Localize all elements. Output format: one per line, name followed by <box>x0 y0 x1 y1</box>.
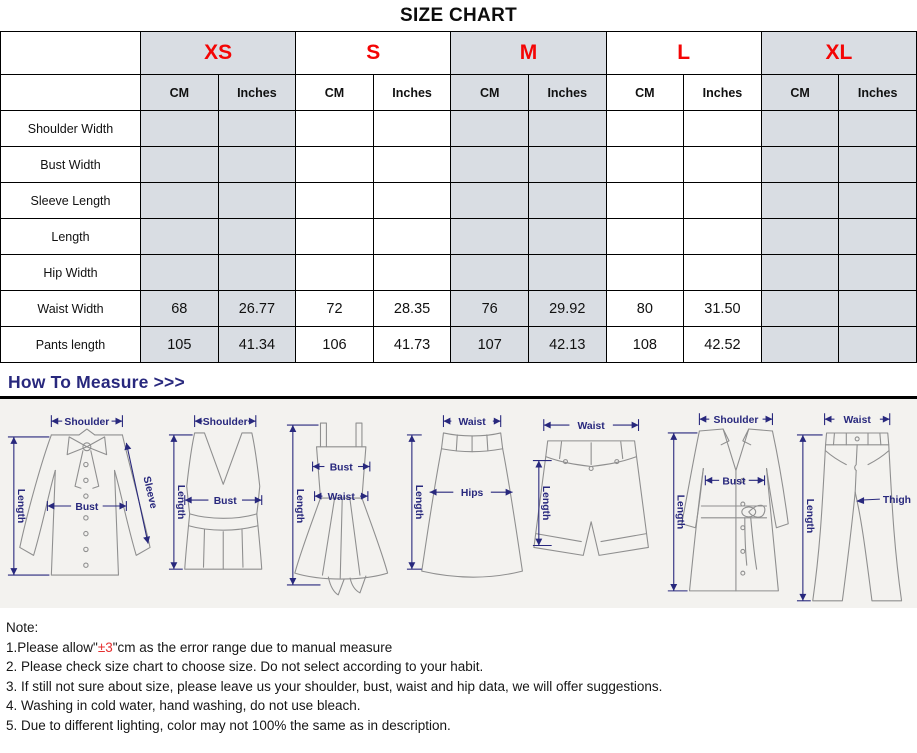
size-value-cell <box>141 183 219 219</box>
note-line-5: 5. Due to different lighting, color may not 100% the same as in description. <box>6 717 451 733</box>
page-title: SIZE CHART <box>400 5 517 26</box>
table-row <box>1 291 917 327</box>
unit-header-inches: Inches <box>528 75 606 111</box>
skirt-waist-measure <box>443 415 500 428</box>
size-value-cell <box>451 147 529 183</box>
size-value-cell: 29.92 <box>528 291 606 327</box>
length-label: Length <box>412 484 424 520</box>
size-value-cell <box>141 255 219 291</box>
size-value-cell: 28.35 <box>373 291 451 327</box>
dress-drawing <box>295 423 388 595</box>
table-row <box>1 327 917 363</box>
table-row <box>1 255 917 291</box>
size-value-cell <box>373 219 451 255</box>
size-value-cell <box>761 219 839 255</box>
size-value-cell <box>761 183 839 219</box>
hips-label: Hips <box>460 488 484 500</box>
length-label: Length <box>14 488 26 524</box>
bust-label: Bust <box>213 496 237 508</box>
waist-label: Waist <box>843 415 871 427</box>
shoulder-label: Shoulder <box>713 415 759 427</box>
size-value-cell <box>761 111 839 147</box>
unit-header-cm: CM <box>606 75 684 111</box>
note-line-4: 4. Washing in cold water, hand washing, do not use bleach. <box>6 698 361 713</box>
skirt-length-measure <box>407 435 424 569</box>
size-value-cell: 72 <box>296 291 374 327</box>
row-label: Shoulder Width <box>1 111 141 147</box>
size-value-cell: 105 <box>141 327 219 363</box>
size-header-xs: XS <box>141 32 296 75</box>
size-value-cell <box>218 111 296 147</box>
size-value-cell <box>684 147 762 183</box>
size-value-cell: 41.73 <box>373 327 451 363</box>
size-header-m: M <box>451 32 606 75</box>
size-value-cell <box>141 147 219 183</box>
size-value-cell <box>684 219 762 255</box>
blouse-shoulder-measure <box>51 415 122 428</box>
size-value-cell <box>684 255 762 291</box>
waist-label: Waist <box>327 492 356 504</box>
notes-section <box>0 608 917 735</box>
size-value-cell: 80 <box>606 291 684 327</box>
size-value-cell <box>684 111 762 147</box>
size-value-cell <box>141 111 219 147</box>
unit-header-inches: Inches <box>373 75 451 111</box>
row-label: Hip Width <box>1 255 141 291</box>
unit-header-row <box>1 75 917 111</box>
size-value-cell <box>839 111 917 147</box>
pants-thigh-measure <box>856 495 911 506</box>
length-label: Length <box>803 498 815 534</box>
unit-header-cm: CM <box>141 75 219 111</box>
row-label: Pants length <box>1 327 141 363</box>
corner-cell <box>1 32 141 75</box>
unit-header-inches: Inches <box>839 75 917 111</box>
size-value-cell <box>296 219 374 255</box>
row-label: Length <box>1 219 141 255</box>
coat-figure <box>654 406 792 606</box>
dress-waist-measure <box>315 491 368 503</box>
coat-drawing <box>682 429 789 591</box>
length-label: Length <box>174 484 186 520</box>
tank-shoulder-measure <box>194 415 255 428</box>
shorts-figure <box>526 406 654 606</box>
coat-length-measure <box>668 433 698 591</box>
tank-bust-measure <box>185 495 262 507</box>
row-label: Sleeve Length <box>1 183 141 219</box>
table-row <box>1 183 917 219</box>
unit-header-cm: CM <box>296 75 374 111</box>
dress-length-measure <box>287 425 321 585</box>
size-value-cell <box>606 255 684 291</box>
note-line-2: 2. Please check size chart to choose size. Do not select according to your habit. <box>6 659 484 674</box>
table-row <box>1 219 917 255</box>
size-value-cell: 26.77 <box>218 291 296 327</box>
size-header-row <box>1 32 917 75</box>
size-value-cell <box>451 183 529 219</box>
size-value-cell <box>839 147 917 183</box>
size-value-cell <box>606 183 684 219</box>
size-header-xl: XL <box>761 32 916 75</box>
size-value-cell <box>839 219 917 255</box>
size-value-cell <box>218 219 296 255</box>
shorts-waist-measure <box>544 419 639 432</box>
pants-length-measure <box>797 435 823 601</box>
skirt-figure <box>402 406 526 606</box>
size-value-cell <box>839 255 917 291</box>
size-value-cell <box>296 183 374 219</box>
size-table-head-rows <box>1 32 917 111</box>
size-value-cell <box>684 183 762 219</box>
notes-heading: Note: <box>6 620 39 635</box>
size-value-cell <box>839 183 917 219</box>
size-value-cell <box>528 111 606 147</box>
pants-figure <box>793 406 915 611</box>
pants-drawing <box>812 433 901 601</box>
skirt-hips-measure <box>429 488 512 499</box>
unit-header-cm: CM <box>761 75 839 111</box>
coat-bust-measure <box>706 475 765 487</box>
unit-header-inches: Inches <box>218 75 296 111</box>
size-value-cell <box>451 219 529 255</box>
shoulder-label: Shoulder <box>64 417 110 429</box>
size-table <box>0 31 917 363</box>
corner-cell <box>1 75 141 111</box>
size-value-cell: 31.50 <box>684 291 762 327</box>
blouse-figure <box>2 406 165 606</box>
size-header-l: L <box>606 32 761 75</box>
size-value-cell <box>451 111 529 147</box>
how-to-measure-heading: How To Measure >>> <box>8 372 185 392</box>
bust-label: Bust <box>330 462 354 474</box>
pants-waist-measure <box>824 413 889 426</box>
note-line-3: 3. If still not sure about size, please leave us your shoulder, bust, waist and hip data, we will offer suggestions. <box>6 678 663 694</box>
tolerance-value: ±3 <box>97 639 113 655</box>
size-value-cell <box>296 111 374 147</box>
size-value-cell <box>761 291 839 327</box>
size-value-cell <box>141 219 219 255</box>
size-value-cell <box>839 291 917 327</box>
size-value-cell <box>218 147 296 183</box>
size-value-cell <box>606 111 684 147</box>
size-value-cell: 107 <box>451 327 529 363</box>
size-value-cell <box>373 111 451 147</box>
size-value-cell <box>373 255 451 291</box>
dress-bust-measure <box>313 462 370 474</box>
size-value-cell: 68 <box>141 291 219 327</box>
bust-label: Bust <box>75 501 99 513</box>
table-row <box>1 111 917 147</box>
size-value-cell: 42.52 <box>684 327 762 363</box>
skirt-drawing <box>421 433 522 577</box>
length-label: Length <box>539 485 551 521</box>
sleeve-label: Sleeve <box>140 475 159 510</box>
size-value-cell: 41.34 <box>218 327 296 363</box>
size-value-cell <box>839 327 917 363</box>
waist-label: Waist <box>458 417 486 429</box>
size-value-cell <box>761 255 839 291</box>
size-value-cell <box>606 219 684 255</box>
size-value-cell <box>296 147 374 183</box>
note-line-1-suffix: "cm as the error range due to manual measure <box>112 639 393 655</box>
bust-label: Bust <box>722 476 746 488</box>
shoulder-label: Shoulder <box>202 417 248 429</box>
size-value-cell <box>528 183 606 219</box>
length-label: Length <box>294 488 306 524</box>
size-value-cell <box>451 255 529 291</box>
size-value-cell <box>606 147 684 183</box>
unit-header-cm: CM <box>451 75 529 111</box>
blouse-bust-measure <box>47 501 126 513</box>
size-value-cell <box>528 147 606 183</box>
size-value-cell <box>373 183 451 219</box>
dress-figure <box>281 406 401 606</box>
note-line-1-prefix: 1.Please allow" <box>6 639 98 655</box>
table-row <box>1 147 917 183</box>
size-value-cell <box>296 255 374 291</box>
size-value-cell: 42.13 <box>528 327 606 363</box>
size-value-cell <box>373 147 451 183</box>
size-table-body <box>1 111 917 363</box>
waist-label: Waist <box>577 421 605 433</box>
row-label: Waist Width <box>1 291 141 327</box>
size-value-cell: 76 <box>451 291 529 327</box>
size-value-cell <box>528 255 606 291</box>
size-value-cell <box>218 255 296 291</box>
size-value-cell: 106 <box>296 327 374 363</box>
coat-shoulder-measure <box>700 413 773 426</box>
size-value-cell <box>218 183 296 219</box>
size-value-cell <box>528 219 606 255</box>
size-value-cell <box>761 147 839 183</box>
size-value-cell: 108 <box>606 327 684 363</box>
measure-figures-strip <box>0 399 917 608</box>
thigh-label: Thigh <box>882 495 911 507</box>
length-label: Length <box>675 494 687 530</box>
size-header-s: S <box>296 32 451 75</box>
unit-header-inches: Inches <box>684 75 762 111</box>
tank-top-figure <box>165 406 281 606</box>
note-line-1 <box>6 638 917 658</box>
size-value-cell <box>761 327 839 363</box>
row-label: Bust Width <box>1 147 141 183</box>
